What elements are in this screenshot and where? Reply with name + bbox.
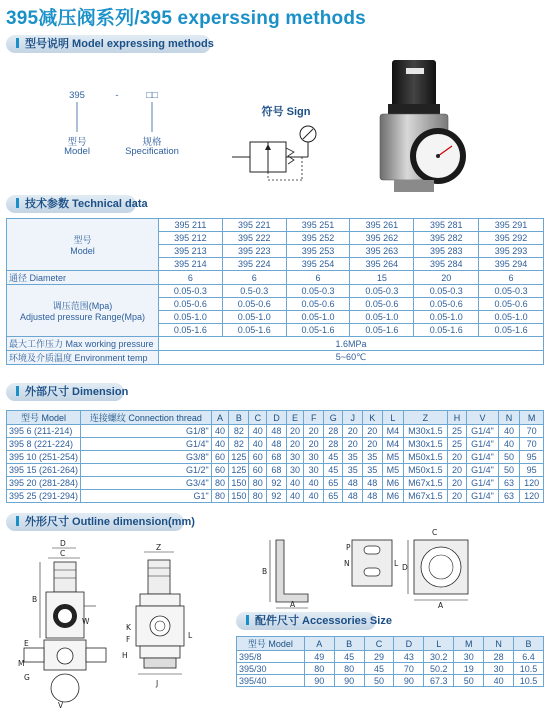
table-cell: 82 — [229, 438, 249, 451]
spec-label-en: Specification — [125, 146, 179, 157]
bracket-drawing — [262, 536, 322, 610]
table-cell: 90 — [304, 675, 334, 687]
range-cell: 0.05-1.6 — [479, 324, 544, 337]
table-cell: 40 — [249, 425, 267, 438]
accessories-table — [236, 636, 544, 687]
tech-model-cell: 395 262 — [350, 232, 414, 245]
range-cell: 0.05-0.3 — [479, 285, 544, 298]
table-row — [7, 464, 544, 477]
table-cell: 40 — [304, 477, 324, 490]
table-cell: 20 — [304, 425, 324, 438]
mounting-plate-drawing — [340, 536, 400, 596]
table-row — [7, 438, 544, 451]
tech-model-cell: 395 252 — [286, 232, 350, 245]
table-cell: 35 — [343, 464, 363, 477]
table-cell: 70 — [520, 438, 544, 451]
table-cell: 35 — [363, 451, 383, 464]
tech-model-cell: 395 221 — [222, 219, 286, 232]
table-cell: 20 — [304, 438, 324, 451]
table-cell: 82 — [229, 425, 249, 438]
table-cell: 20 — [363, 425, 383, 438]
svg-text:A: A — [438, 601, 444, 610]
range-cell: 0.05-0.3 — [350, 285, 414, 298]
svg-text:H: H — [122, 651, 128, 660]
table-cell: 45 — [323, 451, 343, 464]
table-cell: 50 — [498, 451, 519, 464]
column-header: L — [382, 411, 404, 425]
range-cell: 0.05-0.3 — [414, 285, 479, 298]
column-header: A — [304, 637, 334, 651]
table-cell: 60 — [211, 464, 229, 477]
table-cell: 40 — [484, 675, 514, 687]
table-cell: 20 — [447, 464, 467, 477]
column-header: M — [454, 637, 484, 651]
range-cell: 0.05-1.6 — [286, 324, 350, 337]
table-cell: M67x1.5 — [404, 477, 448, 490]
table-cell: 80 — [249, 490, 267, 503]
column-header: D — [267, 411, 287, 425]
table-cell: 48 — [267, 438, 287, 451]
column-header: F — [304, 411, 324, 425]
tech-model-cell: 395 284 — [414, 258, 479, 271]
range-cell: 0.05-1.6 — [350, 324, 414, 337]
table-cell: 45 — [364, 663, 394, 675]
tech-model-cell: 395 214 — [158, 258, 222, 271]
table-cell: 50.2 — [424, 663, 454, 675]
table-cell: 30 — [286, 464, 304, 477]
table-cell: 30 — [286, 451, 304, 464]
table-cell: 92 — [267, 477, 287, 490]
regulator-photo — [372, 58, 482, 194]
svg-text:L: L — [188, 631, 193, 640]
tech-model-cell: 395 291 — [479, 219, 544, 232]
table-cell: G1/4" — [467, 425, 499, 438]
table-cell: 150 — [229, 490, 249, 503]
table-cell: 90 — [334, 675, 364, 687]
model-dash: - — [115, 90, 119, 101]
table-cell: M5 — [382, 451, 404, 464]
table-row — [7, 477, 544, 490]
table-cell: 395/8 — [237, 651, 305, 663]
table-cell: 43 — [394, 651, 424, 663]
outline-front-view — [18, 540, 118, 712]
table-cell: 20 — [286, 425, 304, 438]
table-cell: 63 — [498, 490, 519, 503]
tech-diameter-row — [7, 271, 544, 285]
table-cell: 80 — [249, 477, 267, 490]
svg-text:L: L — [394, 559, 399, 568]
tech-model-cell: 395 212 — [158, 232, 222, 245]
svg-text:B: B — [262, 567, 268, 576]
table-cell: 30 — [454, 651, 484, 663]
table-cell: 80 — [211, 477, 229, 490]
table-cell: G1" — [81, 490, 212, 503]
svg-text:D: D — [60, 539, 66, 548]
table-cell: 120 — [520, 477, 544, 490]
table-cell: 120 — [520, 490, 544, 503]
table-cell: 30 — [304, 451, 324, 464]
tech-range-row — [7, 285, 544, 298]
svg-text:N: N — [344, 559, 350, 568]
table-cell: 395 8 (221-224) — [7, 438, 81, 451]
tech-model-cell: 395 281 — [414, 219, 479, 232]
svg-text:G: G — [24, 673, 30, 682]
column-header: V — [467, 411, 499, 425]
table-cell: 48 — [267, 425, 287, 438]
model-label-cn: 型号 — [67, 137, 87, 148]
table-cell: 125 — [229, 451, 249, 464]
table-cell: G3/4" — [81, 477, 212, 490]
table-cell: 30.2 — [424, 651, 454, 663]
outline-section-heading: 外形尺寸 Outline dimension(mm) — [6, 513, 184, 531]
range-cell: 0.05-1.6 — [414, 324, 479, 337]
table-header-row — [7, 411, 544, 425]
table-cell: G1/4" — [467, 477, 499, 490]
svg-text:M: M — [18, 659, 25, 668]
column-header: B — [334, 637, 364, 651]
table-cell: 40 — [211, 438, 229, 451]
range-cell: 0.05-0.6 — [222, 298, 286, 311]
column-header: K — [363, 411, 383, 425]
model-section-heading: 型号说明 Model expressing methods — [6, 35, 211, 53]
tech-model-cell: 395 293 — [479, 245, 544, 258]
table-cell: 90 — [394, 675, 424, 687]
diameter-cell: 6 — [222, 271, 286, 285]
table-cell: G1/2" — [81, 464, 212, 477]
spec-label-cn: 规格 — [142, 137, 162, 148]
tech-model-row — [7, 219, 544, 232]
svg-text:B: B — [32, 595, 38, 604]
range-cell: 0.05-1.0 — [414, 311, 479, 324]
table-cell: 150 — [229, 477, 249, 490]
table-cell: 395 20 (281-284) — [7, 477, 81, 490]
table-row — [237, 675, 544, 687]
table-cell: 19 — [454, 663, 484, 675]
diameter-label: 通径 Diameter — [7, 271, 159, 285]
table-cell: 25 — [447, 425, 467, 438]
table-cell: 63 — [498, 477, 519, 490]
svg-text:V: V — [58, 701, 64, 710]
table-cell: 40 — [249, 438, 267, 451]
table-cell: 20 — [447, 451, 467, 464]
table-cell: 50 — [364, 675, 394, 687]
table-cell: M50x1.5 — [404, 464, 448, 477]
table-cell: 29 — [364, 651, 394, 663]
diameter-cell: 6 — [286, 271, 350, 285]
model-label-en: Model — [64, 146, 90, 157]
table-cell: 95 — [520, 464, 544, 477]
column-header: C — [364, 637, 394, 651]
table-cell: 40 — [498, 425, 519, 438]
range-cell: 0.05-0.6 — [286, 298, 350, 311]
svg-text:J: J — [156, 679, 159, 688]
table-cell: 50 — [498, 464, 519, 477]
range-cell: 0.05-1.0 — [222, 311, 286, 324]
tech-model-cell: 395 263 — [350, 245, 414, 258]
table-cell: G1/4" — [467, 490, 499, 503]
table-header-row — [237, 637, 544, 651]
column-header: 型号 Model — [237, 637, 305, 651]
dimension-section-heading: 外部尺寸 Dimension — [6, 383, 124, 401]
table-cell: M4 — [382, 438, 404, 451]
table-cell: 125 — [229, 464, 249, 477]
table-cell: 395/30 — [237, 663, 305, 675]
table-cell: 48 — [363, 477, 383, 490]
pressure-label: 最大工作压力 Max working pressure — [7, 337, 159, 351]
svg-text:Z: Z — [156, 543, 162, 552]
pressure-value: 1.6MPa — [158, 337, 543, 351]
svg-text:C: C — [60, 549, 66, 558]
tech-model-cell: 395 222 — [222, 232, 286, 245]
tech-env-row — [7, 351, 544, 365]
accessories-table-body — [237, 637, 544, 687]
diameter-cell: 6 — [158, 271, 222, 285]
column-header: 型号 Model — [7, 411, 81, 425]
column-header: M — [520, 411, 544, 425]
table-cell: 20 — [343, 438, 363, 451]
range-cell: 0.05-1.0 — [158, 311, 222, 324]
tech-model-label: 型号 Model — [7, 219, 159, 271]
table-cell: M67x1.5 — [404, 490, 448, 503]
table-cell: M6 — [382, 490, 404, 503]
table-cell: 67.3 — [424, 675, 454, 687]
tech-model-cell: 395 264 — [350, 258, 414, 271]
column-header: B — [229, 411, 249, 425]
table-cell: 20 — [286, 438, 304, 451]
column-header: J — [343, 411, 363, 425]
table-cell: 70 — [520, 425, 544, 438]
column-header: H — [447, 411, 467, 425]
table-cell: 20 — [447, 490, 467, 503]
table-cell: G1/4" — [81, 438, 212, 451]
diameter-cell: 6 — [479, 271, 544, 285]
table-cell: M30x1.5 — [404, 438, 448, 451]
table-cell: 50 — [454, 675, 484, 687]
table-cell: 40 — [498, 438, 519, 451]
table-cell: 20 — [363, 438, 383, 451]
table-cell: 65 — [323, 477, 343, 490]
column-header: 连接螺纹 Connection thread — [81, 411, 212, 425]
svg-text:E: E — [24, 639, 29, 648]
table-cell: 395 25 (291-294) — [7, 490, 81, 503]
tech-model-cell: 395 254 — [286, 258, 350, 271]
svg-text:W: W — [82, 617, 90, 626]
table-cell: 92 — [267, 490, 287, 503]
table-cell: 60 — [249, 451, 267, 464]
column-header: C — [249, 411, 267, 425]
table-cell: 70 — [394, 663, 424, 675]
range-cell: 0.05-0.6 — [479, 298, 544, 311]
env-label: 环境及介质温度 Environment temp — [7, 351, 159, 365]
table-cell: 80 — [211, 490, 229, 503]
column-header: N — [498, 411, 519, 425]
table-cell: G1/4" — [467, 464, 499, 477]
range-label: 调压范围(Mpa) Adjusted pressure Range(Mpa) — [7, 285, 159, 337]
table-cell: G1/4" — [467, 438, 499, 451]
table-cell: 68 — [267, 451, 287, 464]
table-cell: 6.4 — [514, 651, 544, 663]
column-header: B — [514, 637, 544, 651]
tech-model-cell: 395 283 — [414, 245, 479, 258]
range-cell: 0.05-0.6 — [158, 298, 222, 311]
table-cell: 25 — [447, 438, 467, 451]
tech-data-table — [6, 218, 544, 365]
table-cell: 45 — [323, 464, 343, 477]
column-header: N — [484, 637, 514, 651]
table-cell: 395 6 (211-214) — [7, 425, 81, 438]
column-header: L — [424, 637, 454, 651]
tech-model-cell: 395 213 — [158, 245, 222, 258]
range-cell: 0.05-1.0 — [479, 311, 544, 324]
table-cell: 45 — [334, 651, 364, 663]
range-cell: 0.05-1.0 — [286, 311, 350, 324]
table-cell: 40 — [211, 425, 229, 438]
table-cell: 10.5 — [514, 675, 544, 687]
table-cell: 395 10 (251-254) — [7, 451, 81, 464]
range-cell: 0.5-0.3 — [222, 285, 286, 298]
sign-label: 符号 Sign — [261, 106, 311, 118]
table-cell: 48 — [343, 477, 363, 490]
table-cell: 68 — [267, 464, 287, 477]
table-cell: 28 — [484, 651, 514, 663]
svg-text:C: C — [432, 528, 438, 537]
tech-model-cell: 395 224 — [222, 258, 286, 271]
svg-text:A: A — [290, 600, 296, 609]
dimension-table — [6, 410, 544, 503]
svg-text:D: D — [402, 563, 408, 572]
table-cell: 80 — [304, 663, 334, 675]
spec-code: □□ — [146, 90, 158, 101]
env-value: 5~60℃ — [158, 351, 543, 365]
model-connector-lines — [60, 100, 180, 136]
outline-side-view — [118, 540, 208, 712]
tech-model-cell: 395 294 — [479, 258, 544, 271]
table-cell: 10.5 — [514, 663, 544, 675]
tech-model-cell: 395 223 — [222, 245, 286, 258]
diameter-cell: 20 — [414, 271, 479, 285]
table-cell: 80 — [334, 663, 364, 675]
table-cell: G3/8" — [81, 451, 212, 464]
table-cell: 48 — [343, 490, 363, 503]
table-cell: G1/8" — [81, 425, 212, 438]
table-cell: 95 — [520, 451, 544, 464]
table-cell: M6 — [382, 477, 404, 490]
table-row — [237, 651, 544, 663]
tech-model-cell: 395 292 — [479, 232, 544, 245]
table-cell: 395/40 — [237, 675, 305, 687]
column-header: D — [394, 637, 424, 651]
table-cell: M4 — [382, 425, 404, 438]
table-cell: G1/4" — [467, 451, 499, 464]
table-cell: 65 — [323, 490, 343, 503]
table-row — [237, 663, 544, 675]
page-title: 395减压阀系列/395 experssing methods — [6, 8, 366, 29]
table-cell: 30 — [304, 464, 324, 477]
range-cell: 0.05-1.6 — [222, 324, 286, 337]
table-cell: M50x1.5 — [404, 451, 448, 464]
table-cell: 28 — [323, 438, 343, 451]
tech-section-heading: 技术参数 Technical data — [6, 195, 136, 213]
column-header: Z — [404, 411, 448, 425]
table-cell: 40 — [286, 490, 304, 503]
svg-text:K: K — [126, 623, 131, 632]
panel-nut-drawing — [402, 528, 480, 608]
range-cell: 0.05-0.6 — [350, 298, 414, 311]
table-cell: M30x1.5 — [404, 425, 448, 438]
tech-pressure-row — [7, 337, 544, 351]
table-row — [7, 490, 544, 503]
table-cell: 40 — [286, 477, 304, 490]
tech-model-cell: 395 261 — [350, 219, 414, 232]
accessories-section-heading: 配件尺寸 Accessories Size — [236, 612, 376, 630]
tech-model-cell: 395 211 — [158, 219, 222, 232]
table-cell: 20 — [447, 477, 467, 490]
range-cell: 0.05-0.3 — [286, 285, 350, 298]
range-cell: 0.05-0.6 — [414, 298, 479, 311]
table-cell: M5 — [382, 464, 404, 477]
tech-model-cell: 395 253 — [286, 245, 350, 258]
svg-text:F: F — [126, 635, 131, 644]
tech-model-cell: 395 282 — [414, 232, 479, 245]
dimension-table-body — [7, 411, 544, 503]
table-row — [7, 451, 544, 464]
table-cell: 28 — [323, 425, 343, 438]
tech-model-cell: 395 251 — [286, 219, 350, 232]
table-cell: 60 — [249, 464, 267, 477]
table-cell: 60 — [211, 451, 229, 464]
regulator-symbol — [232, 120, 332, 186]
svg-text:P: P — [346, 543, 351, 552]
table-cell: 49 — [304, 651, 334, 663]
column-header: A — [211, 411, 229, 425]
table-row — [7, 425, 544, 438]
diameter-cell: 15 — [350, 271, 414, 285]
column-header: E — [286, 411, 304, 425]
table-cell: 30 — [484, 663, 514, 675]
range-cell: 0.05-0.3 — [158, 285, 222, 298]
table-cell: 20 — [343, 425, 363, 438]
model-code: 395 — [69, 90, 85, 101]
table-cell: 35 — [343, 451, 363, 464]
table-cell: 48 — [363, 490, 383, 503]
column-header: G — [323, 411, 343, 425]
range-cell: 0.05-1.6 — [158, 324, 222, 337]
table-cell: 395 15 (261-264) — [7, 464, 81, 477]
range-cell: 0.05-1.0 — [350, 311, 414, 324]
table-cell: 35 — [363, 464, 383, 477]
table-cell: 40 — [304, 490, 324, 503]
